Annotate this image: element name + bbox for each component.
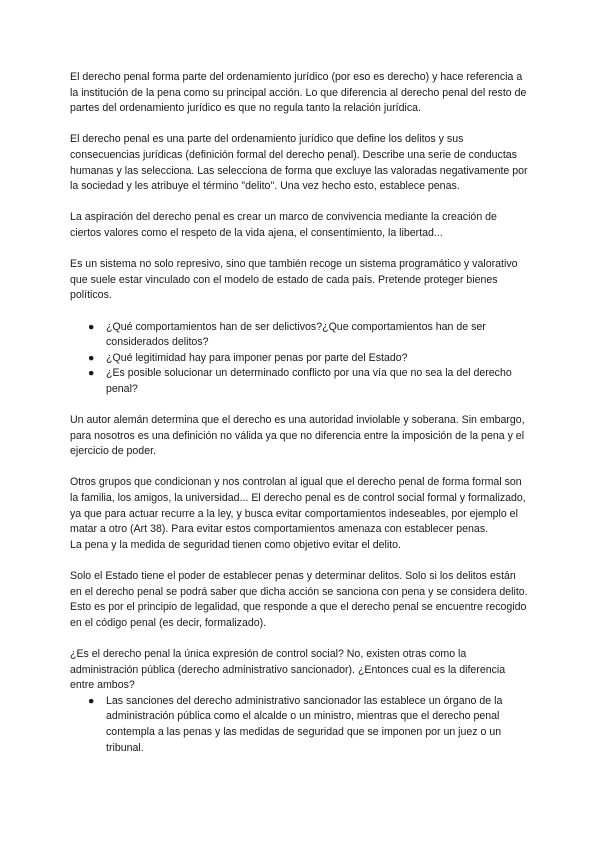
answers-list: [70, 694, 530, 756]
paragraph-penalty-objective: La pena y la medida de seguridad tienen como objetivo evitar el delito.: [70, 538, 401, 551]
paragraph-german-author: Un autor alemán determina que el derecho es una autoridad inviolable y soberana. Sin embargo, para nosotros es una definición no válida ya que no diferencia entre la imposición de la pena y el ejercicio de poder.: [70, 414, 525, 458]
questions-list: [70, 320, 530, 398]
list-item: [70, 351, 530, 367]
paragraph-aspiration: La aspiración del derecho penal es crear un marco de convivencia mediante la creación de ciertos valores como el respeto de la vida ajena, el consentimiento, la libertad...: [70, 211, 497, 239]
paragraph-question-control: ¿Es el derecho penal la única expresión de control social? No, existen otras como la administración pública (derecho administrativo sancionador). ¿Entonces cual es la diferencia entre ambos?: [70, 647, 506, 692]
bullet-icon: ●: [88, 367, 95, 380]
paragraph-formal-definition: El derecho penal es una parte del ordenamiento jurídico que define los delitos y sus consecuencias jurídicas (definición formal del derecho penal). Describe una serie de conductas humanas y las selecciona. Las selecciona de forma que excluye las valoradas negativamente por la sociedad y les atribuye el término "delito". Una vez hecho esto, establece penas.: [70, 133, 528, 193]
list-item: [70, 320, 530, 351]
bullet-icon: ●: [88, 351, 95, 364]
list-item-text: ¿Qué legitimidad hay para imponer penas por parte del Estado?: [106, 351, 408, 364]
list-item: [70, 366, 530, 397]
list-item-text: ¿Qué comportamientos han de ser delictivos?¿Que comportamientos han de ser considerados delitos?: [106, 320, 486, 349]
paragraph-definition-intro: El derecho penal forma parte del ordenamiento jurídico (por eso es derecho) y hace referencia a la institución de la pena como su principal acción. Lo que diferencia al derecho penal del resto de partes del ordenamiento jurídico es que no regula tanto la relación jurídica.: [70, 71, 527, 115]
list-item-text: ¿Es posible solucionar un determinado conflicto por una vía que no sea la del derecho penal?: [106, 367, 512, 395]
bullet-icon: ●: [88, 320, 95, 333]
list-item: [70, 694, 530, 756]
list-item-text: Las sanciones del derecho administrativo sancionador las establece un órgano de la administración pública como el alcalde o un ministro, mientras que el derecho penal contempla a las penas y las medidas de seguridad que se imponen por un juez o un tribunal.: [106, 694, 503, 754]
paragraph-social-control: Otros grupos que condicionan y nos controlan al igual que el derecho penal de forma formal son la familia, los amigos, la universidad... El derecho penal es de control social formal y formalizado, ya que para actuar recurre a la ley, y busca evitar comportamientos indeseables, por ejemplo el matar a otro (Art 38). Para evitar estos comportamientos amenaza con establecer penas.: [70, 476, 526, 536]
paragraph-state-power: Solo el Estado tiene el poder de establecer penas y determinar delitos. Solo si los delitos están en el derecho penal se podrá saber que dicha acción se sanciona con pena y se considera delito. Esto es por el principio de legalidad, que responde a que el derecho penal se encuentre recogido en el código penal (es decir, formalizado).: [70, 570, 528, 629]
paragraph-system: Es un sistema no solo represivo, sino que también recoge un sistema programático y valorativo que suele estar vinculado con el modelo de estado de cada país. Pretende proteger bienes políticos.: [70, 258, 518, 302]
bullet-icon: ●: [88, 694, 95, 707]
